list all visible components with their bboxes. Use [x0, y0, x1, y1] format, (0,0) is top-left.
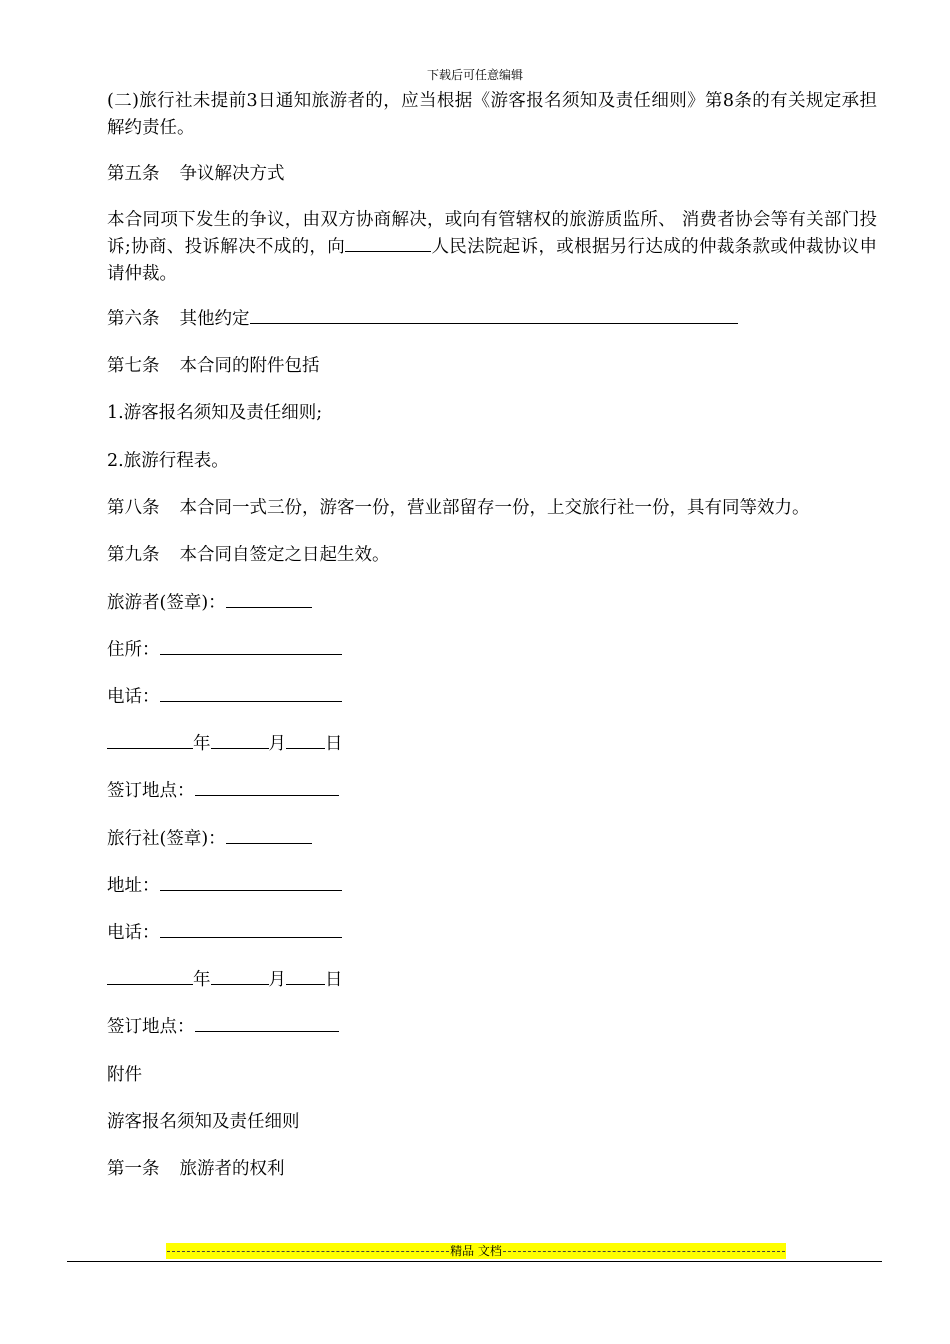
tourist-place-line — [67, 778, 877, 805]
tourist-address-line — [67, 637, 877, 664]
tourist-signature-line — [67, 590, 877, 617]
day-blank[interactable] — [286, 968, 325, 985]
month-label: 月 — [268, 970, 286, 990]
agency-address-line — [67, 873, 877, 900]
day-blank[interactable] — [286, 732, 325, 749]
signing-place-blank[interactable] — [195, 1015, 339, 1032]
list-item: 1.游客报名须知及责任细则; — [107, 403, 323, 423]
tourist-signature-blank[interactable] — [226, 591, 312, 608]
field-label: 签订地点： — [107, 1017, 195, 1037]
article-number: 第九条 — [107, 545, 160, 565]
field-label: 旅游者(签章)： — [107, 593, 226, 613]
month-blank[interactable] — [211, 732, 269, 749]
article-title: 争议解决方式 — [179, 164, 285, 184]
field-label: 旅行社(签章)： — [107, 829, 226, 849]
field-label: 住所： — [107, 640, 160, 660]
field-label: 电话： — [107, 923, 160, 943]
footer-dash-right — [503, 1251, 785, 1252]
field-label: 签订地点： — [107, 781, 195, 801]
list-item: 2.旅游行程表。 — [107, 451, 229, 471]
footer-text: 精品 文档 — [450, 1244, 502, 1258]
article-text: 本合同一式三份，游客一份，营业部留存一份，上交旅行社一份，具有同等效力。 — [179, 498, 810, 518]
footer-dash-left — [167, 1251, 449, 1252]
clause-paragraph — [67, 88, 877, 142]
page-header-note: 下载后可任意编辑 — [426, 68, 523, 82]
agency-signature-blank[interactable] — [226, 827, 312, 844]
article-number: 第六条 — [107, 309, 160, 329]
tourist-date-line — [67, 731, 877, 758]
other-terms-blank[interactable] — [250, 307, 738, 324]
agency-place-line — [67, 1014, 877, 1041]
agency-signature-line — [67, 826, 877, 853]
day-label: 日 — [325, 734, 343, 754]
agency-date-line — [67, 967, 877, 994]
clause-text: (二)旅行社未提前3日通知旅游者的，应当根据《游客报名须知及责任细则》第8条的有关规定承担解约责任。 — [107, 91, 877, 138]
article-6-heading — [67, 306, 877, 333]
agency-address-blank[interactable] — [160, 874, 342, 891]
footer-rule — [67, 1261, 882, 1262]
tourist-phone-line — [67, 684, 877, 711]
year-blank[interactable] — [107, 968, 193, 985]
article-number: 第一条 — [107, 1159, 160, 1179]
month-label: 月 — [268, 734, 286, 754]
article-number: 第七条 — [107, 356, 160, 376]
article-number: 第八条 — [107, 498, 160, 518]
year-label: 年 — [193, 734, 211, 754]
article-title: 其他约定 — [179, 309, 250, 329]
appendix-article-1 — [67, 1156, 877, 1183]
tourist-phone-blank[interactable] — [160, 685, 342, 702]
article-8 — [67, 495, 877, 522]
agency-phone-blank[interactable] — [160, 921, 342, 938]
signing-place-blank[interactable] — [195, 779, 339, 796]
day-label: 日 — [325, 970, 343, 990]
year-label: 年 — [193, 970, 211, 990]
footer-highlight-bar — [166, 1243, 786, 1259]
tourist-address-blank[interactable] — [160, 638, 342, 655]
article-title: 旅游者的权利 — [179, 1159, 285, 1179]
article-5-heading — [67, 161, 877, 188]
dispute-text-b: 人民法院起诉，或根据另行达成的仲裁条款或仲裁协议申请仲裁。 — [107, 237, 878, 284]
article-number: 第五条 — [107, 164, 160, 184]
article-title: 本合同的附件包括 — [179, 356, 320, 376]
article-7-heading — [67, 353, 877, 380]
appendix-label: 附件 — [107, 1065, 142, 1085]
month-blank[interactable] — [211, 968, 269, 985]
field-label: 电话： — [107, 687, 160, 707]
dispute-text-a: 本合同项下发生的争议，由双方协商解决，或向有管辖权的旅游质监所、 消费者协会等有关部门投诉;协商、投诉解决不成的，向 — [107, 210, 877, 257]
year-blank[interactable] — [107, 732, 193, 749]
court-blank[interactable] — [345, 235, 431, 252]
article-text: 本合同自签定之日起生效。 — [179, 545, 390, 565]
appendix-title: 游客报名须知及责任细则 — [107, 1112, 300, 1132]
dispute-paragraph — [67, 207, 877, 288]
article-9 — [67, 542, 877, 569]
agency-phone-line — [67, 920, 877, 947]
field-label: 地址： — [107, 876, 160, 896]
